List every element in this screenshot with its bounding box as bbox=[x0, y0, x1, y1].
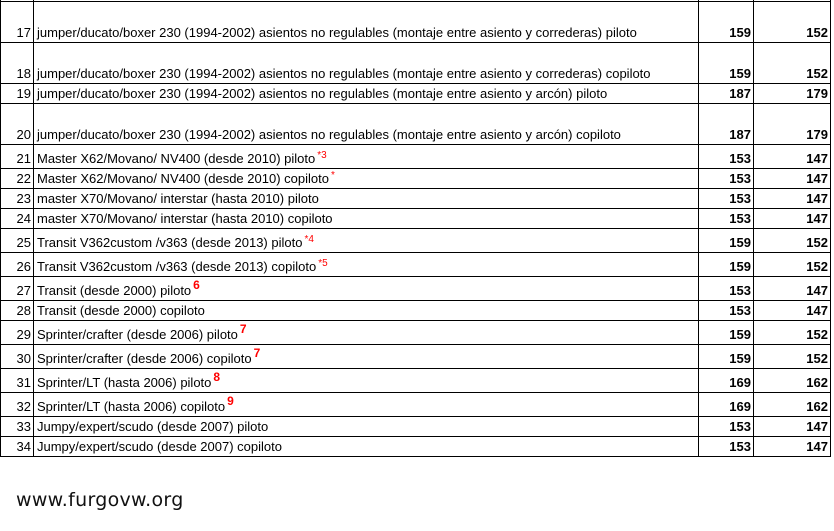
price-value-1: 159 bbox=[699, 253, 754, 277]
table-row bbox=[1, 104, 831, 145]
row-description: jumper/ducato/boxer 230 (1994-2002) asientos no regulables (montaje entre asiento y arcón) piloto bbox=[34, 84, 699, 104]
table-row bbox=[1, 417, 831, 437]
row-number: 22 bbox=[1, 169, 34, 189]
row-description: Master X62/Movano/ NV400 (desde 2010) piloto $^{*3}$ bbox=[34, 145, 699, 169]
price-value-2: 152 bbox=[754, 253, 831, 277]
price-value-2: 147 bbox=[754, 169, 831, 189]
row-description: Jumpy/expert/scudo (desde 2007) piloto bbox=[34, 417, 699, 437]
row-number: 34 bbox=[1, 437, 34, 457]
table-row bbox=[1, 43, 831, 84]
row-description: Sprinter/crafter (desde 2006) piloto 7 bbox=[34, 321, 699, 345]
row-description: Sprinter/LT (hasta 2006) piloto 8 bbox=[34, 369, 699, 393]
price-value-1: 153 bbox=[699, 417, 754, 437]
price-value-1: 153 bbox=[699, 301, 754, 321]
price-value-1: 153 bbox=[699, 209, 754, 229]
website-footer-text: www.furgovw.org bbox=[16, 489, 184, 511]
price-value-1: 153 bbox=[699, 437, 754, 457]
footnote-marker: 9 bbox=[227, 394, 234, 408]
price-value-1: 169 bbox=[699, 393, 754, 417]
row-number: 23 bbox=[1, 189, 34, 209]
price-value-2: 162 bbox=[754, 393, 831, 417]
price-value-2: 147 bbox=[754, 437, 831, 457]
row-number: 25 bbox=[1, 229, 34, 253]
footnote-marker: 7 bbox=[239, 322, 247, 336]
price-value-1: 153 bbox=[699, 189, 754, 209]
row-description: master X70/Movano/ interstar (hasta 2010) piloto bbox=[34, 189, 699, 209]
price-value-2: 152 bbox=[754, 2, 831, 43]
price-value-2: 179 bbox=[754, 84, 831, 104]
price-value-2: 152 bbox=[754, 43, 831, 84]
row-description: jumper/ducato/boxer 230 (1994-2002) asientos no regulables (montaje entre asiento y correderas) copiloto bbox=[34, 43, 699, 84]
price-value-2: 147 bbox=[754, 417, 831, 437]
row-description: Master X62/Movano/ NV400 (desde 2010) copiloto * bbox=[34, 169, 699, 189]
table-row bbox=[1, 345, 831, 369]
row-description: Sprinter/LT (hasta 2006) copiloto 9 bbox=[34, 393, 699, 417]
footnote-marker: *4 bbox=[304, 234, 314, 245]
price-value-2: 147 bbox=[754, 145, 831, 169]
row-number: 32 bbox=[1, 393, 34, 417]
price-value-1: 159 bbox=[699, 2, 754, 43]
row-description: master X70/Movano/ interstar (hasta 2010) copiloto bbox=[34, 209, 699, 229]
footnote-marker: 8 bbox=[213, 370, 221, 384]
row-number: 18 bbox=[1, 43, 34, 84]
price-value-1: 159 bbox=[699, 43, 754, 84]
table-row bbox=[1, 229, 831, 253]
price-value-1: 153 bbox=[699, 169, 754, 189]
row-description: Transit V362custom /v363 (desde 2013) piloto $^{*4}$ bbox=[34, 229, 699, 253]
row-number: 30 bbox=[1, 345, 34, 369]
row-number: 20 bbox=[1, 104, 34, 145]
row-number: 27 bbox=[1, 277, 34, 301]
table-row bbox=[1, 189, 831, 209]
row-description: Sprinter/crafter (desde 2006) copiloto 7 bbox=[34, 345, 699, 369]
table-row bbox=[1, 321, 831, 345]
price-value-1: 187 bbox=[699, 104, 754, 145]
price-value-1: 153 bbox=[699, 277, 754, 301]
table-row bbox=[1, 169, 831, 189]
price-value-2: 147 bbox=[754, 209, 831, 229]
price-value-2: 147 bbox=[754, 301, 831, 321]
price-value-1: 169 bbox=[699, 369, 754, 393]
row-number: 19 bbox=[1, 84, 34, 104]
row-number: 29 bbox=[1, 321, 34, 345]
table-row bbox=[1, 253, 831, 277]
price-value-1: 153 bbox=[699, 145, 754, 169]
table-row bbox=[1, 301, 831, 321]
footnote-marker: *5 bbox=[318, 258, 328, 269]
row-number: 28 bbox=[1, 301, 34, 321]
price-value-2: 179 bbox=[754, 104, 831, 145]
row-description: Transit (desde 2000) copiloto bbox=[34, 301, 699, 321]
price-value-2: 147 bbox=[754, 277, 831, 301]
row-number: 31 bbox=[1, 369, 34, 393]
row-number: 21 bbox=[1, 145, 34, 169]
price-value-2: 147 bbox=[754, 189, 831, 209]
row-description: Transit (desde 2000) piloto 6 bbox=[34, 277, 699, 301]
table-row bbox=[1, 277, 831, 301]
row-description: Jumpy/expert/scudo (desde 2007) copiloto bbox=[34, 437, 699, 457]
price-value-2: 162 bbox=[754, 369, 831, 393]
table-row bbox=[1, 84, 831, 104]
table-row bbox=[1, 145, 831, 169]
footnote-marker: 6 bbox=[193, 278, 200, 292]
price-value-1: 187 bbox=[699, 84, 754, 104]
table-row bbox=[1, 2, 831, 43]
footnote-marker: *3 bbox=[317, 150, 327, 161]
price-value-1: 159 bbox=[699, 321, 754, 345]
table-row bbox=[1, 437, 831, 457]
table-row bbox=[1, 209, 831, 229]
row-number: 26 bbox=[1, 253, 34, 277]
row-description: jumper/ducato/boxer 230 (1994-2002) asientos no regulables (montaje entre asiento y correderas) piloto bbox=[34, 2, 699, 43]
row-number: 33 bbox=[1, 417, 34, 437]
price-value-1: 159 bbox=[699, 345, 754, 369]
row-number: 17 bbox=[1, 2, 34, 43]
price-value-2: 152 bbox=[754, 345, 831, 369]
footnote-marker: * bbox=[330, 170, 335, 181]
table-row bbox=[1, 369, 831, 393]
footnote-marker: 7 bbox=[253, 346, 261, 360]
row-number: 24 bbox=[1, 209, 34, 229]
price-value-2: 152 bbox=[754, 321, 831, 345]
row-description: jumper/ducato/boxer 230 (1994-2002) asientos no regulables (montaje entre asiento y arcón) copiloto bbox=[34, 104, 699, 145]
row-description: Transit V362custom /v363 (desde 2013) copiloto $^{*5}$ bbox=[34, 253, 699, 277]
price-value-2: 152 bbox=[754, 229, 831, 253]
price-value-1: 159 bbox=[699, 229, 754, 253]
table-row bbox=[1, 393, 831, 417]
